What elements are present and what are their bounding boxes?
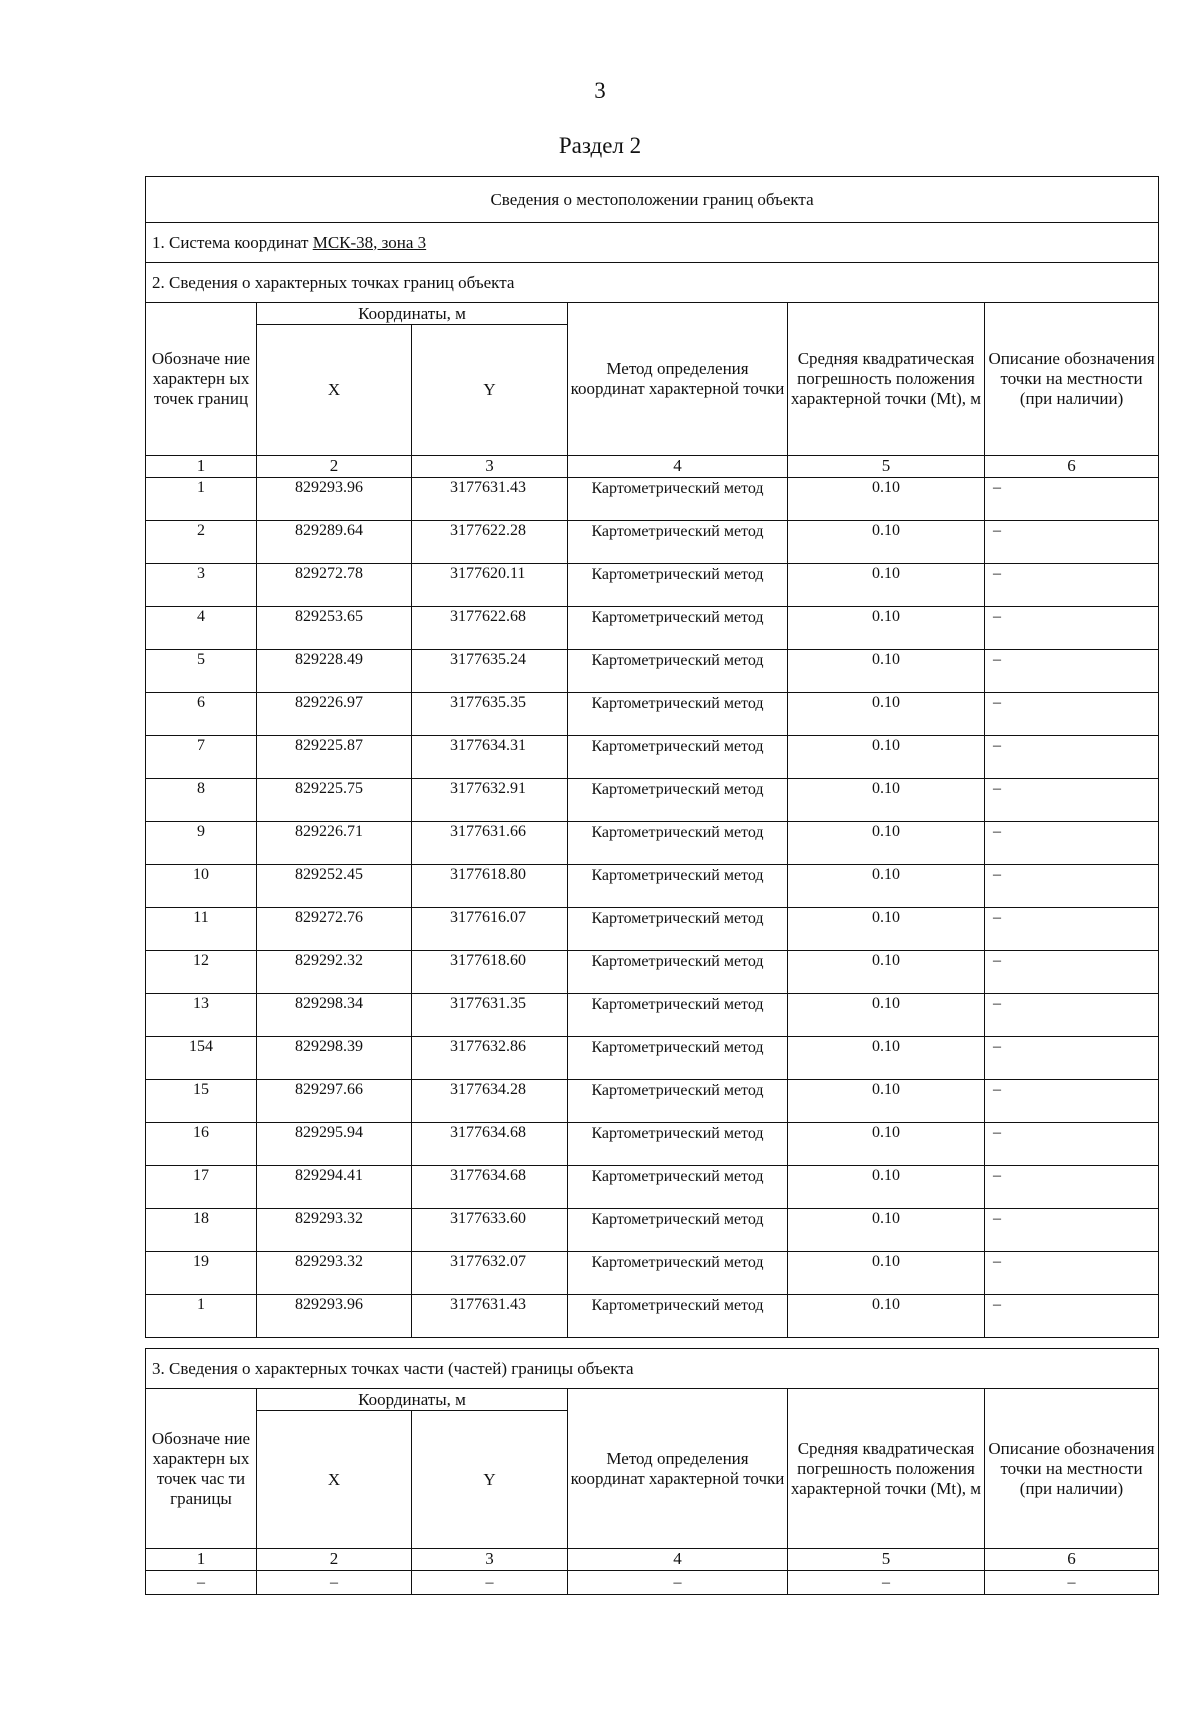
mean-error-cell: 0.10 xyxy=(788,951,985,994)
table-row xyxy=(146,1295,1159,1338)
empty-cell: – xyxy=(568,1571,788,1595)
column-number: 4 xyxy=(568,1549,788,1571)
description-cell: – xyxy=(985,1295,1159,1338)
table-row xyxy=(146,951,1159,994)
table-row xyxy=(146,736,1159,779)
header-designation: Обозначе ние характерн ых точек границ xyxy=(146,303,257,456)
y-coordinate-cell: 3177631.43 xyxy=(412,1295,568,1338)
y-coordinate-cell: 3177618.80 xyxy=(412,865,568,908)
method-cell: Картометрический метод xyxy=(568,1123,788,1166)
mean-error-cell: 0.10 xyxy=(788,779,985,822)
description-cell: – xyxy=(985,736,1159,779)
method-cell: Картометрический метод xyxy=(568,865,788,908)
point-number-cell: 18 xyxy=(146,1209,257,1252)
y-coordinate-cell: 3177632.07 xyxy=(412,1252,568,1295)
x-coordinate-cell: 829289.64 xyxy=(257,521,412,564)
x-coordinate-cell: 829226.97 xyxy=(257,693,412,736)
column-number: 6 xyxy=(985,456,1159,478)
description-cell: – xyxy=(985,908,1159,951)
y-coordinate-cell: 3177634.31 xyxy=(412,736,568,779)
table-row xyxy=(146,478,1159,521)
x-coordinate-cell: 829298.39 xyxy=(257,1037,412,1080)
description-cell: – xyxy=(985,1123,1159,1166)
mean-error-cell: 0.10 xyxy=(788,736,985,779)
coordinate-system xyxy=(146,223,1159,263)
description-cell: – xyxy=(985,607,1159,650)
y-coordinate-cell: 3177632.86 xyxy=(412,1037,568,1080)
method-cell: Картометрический метод xyxy=(568,779,788,822)
point-number-cell: 12 xyxy=(146,951,257,994)
y-coordinate-cell: 3177622.68 xyxy=(412,607,568,650)
table-row xyxy=(146,650,1159,693)
x-coordinate-cell: 829293.32 xyxy=(257,1209,412,1252)
column-number: 3 xyxy=(412,456,568,478)
part-header-designation: Обозначе ние характерн ых точек час ти границы xyxy=(146,1389,257,1549)
description-cell: – xyxy=(985,478,1159,521)
mean-error-cell: 0.10 xyxy=(788,1295,985,1338)
description-cell: – xyxy=(985,1166,1159,1209)
y-coordinate-cell: 3177631.66 xyxy=(412,822,568,865)
mean-error-cell: 0.10 xyxy=(788,822,985,865)
description-cell: – xyxy=(985,951,1159,994)
description-cell: – xyxy=(985,1252,1159,1295)
x-coordinate-cell: 829225.75 xyxy=(257,779,412,822)
point-number-cell: 15 xyxy=(146,1080,257,1123)
method-cell: Картометрический метод xyxy=(568,1295,788,1338)
header-method: Метод определения координат характерной точки xyxy=(568,303,788,456)
y-coordinate-cell: 3177634.28 xyxy=(412,1080,568,1123)
description-cell: – xyxy=(985,564,1159,607)
part-column-numbers-row xyxy=(146,1549,1159,1571)
point-number-cell: 2 xyxy=(146,521,257,564)
method-cell: Картометрический метод xyxy=(568,1209,788,1252)
part-boundary-table xyxy=(145,1348,1159,1595)
column-number: 6 xyxy=(985,1549,1159,1571)
table-row xyxy=(146,693,1159,736)
point-number-cell: 3 xyxy=(146,564,257,607)
x-coordinate-cell: 829293.32 xyxy=(257,1252,412,1295)
y-coordinate-cell: 3177633.60 xyxy=(412,1209,568,1252)
part-header-x: X xyxy=(257,1411,412,1549)
description-cell: – xyxy=(985,693,1159,736)
x-coordinate-cell: 829253.65 xyxy=(257,607,412,650)
section-title: Раздел 2 xyxy=(558,133,642,158)
description-cell: – xyxy=(985,865,1159,908)
boundary-table xyxy=(145,176,1159,1338)
x-coordinate-cell: 829297.66 xyxy=(257,1080,412,1123)
method-cell: Картометрический метод xyxy=(568,908,788,951)
header-coordinates: Координаты, м xyxy=(257,303,568,325)
point-number-cell: 16 xyxy=(146,1123,257,1166)
y-coordinate-cell: 3177635.35 xyxy=(412,693,568,736)
x-coordinate-cell: 829228.49 xyxy=(257,650,412,693)
empty-cell: – xyxy=(985,1571,1159,1595)
table-row xyxy=(146,865,1159,908)
method-cell: Картометрический метод xyxy=(568,1166,788,1209)
part-header-description: Описание обозначения точки на местности (при наличии) xyxy=(985,1389,1159,1549)
x-coordinate-cell: 829293.96 xyxy=(257,478,412,521)
point-number-cell: 10 xyxy=(146,865,257,908)
empty-cell: – xyxy=(257,1571,412,1595)
part-header-method: Метод определения координат характерной точки xyxy=(568,1389,788,1549)
point-number-cell: 17 xyxy=(146,1166,257,1209)
description-cell: – xyxy=(985,521,1159,564)
method-cell: Картометрический метод xyxy=(568,822,788,865)
method-cell: Картометрический метод xyxy=(568,650,788,693)
description-cell: – xyxy=(985,650,1159,693)
page-number: 3 xyxy=(594,78,606,103)
mean-error-cell: 0.10 xyxy=(788,1037,985,1080)
point-number-cell: 8 xyxy=(146,779,257,822)
description-cell: – xyxy=(985,822,1159,865)
point-number-cell: 1 xyxy=(146,1295,257,1338)
mean-error-cell: 0.10 xyxy=(788,1080,985,1123)
x-coordinate-cell: 829225.87 xyxy=(257,736,412,779)
header-description: Описание обозначения точки на местности (при наличии) xyxy=(985,303,1159,456)
y-coordinate-cell: 3177634.68 xyxy=(412,1123,568,1166)
method-cell: Картометрический метод xyxy=(568,521,788,564)
table-row xyxy=(146,1123,1159,1166)
mean-error-cell: 0.10 xyxy=(788,1209,985,1252)
mean-error-cell: 0.10 xyxy=(788,521,985,564)
y-coordinate-cell: 3177632.91 xyxy=(412,779,568,822)
point-number-cell: 11 xyxy=(146,908,257,951)
part-header-y: Y xyxy=(412,1411,568,1549)
table-row xyxy=(146,1166,1159,1209)
table-row xyxy=(146,521,1159,564)
point-number-cell: 5 xyxy=(146,650,257,693)
method-cell: Картометрический метод xyxy=(568,951,788,994)
column-number: 2 xyxy=(257,456,412,478)
table-title: Сведения о местоположении границ объекта xyxy=(146,177,1159,223)
point-number-cell: 7 xyxy=(146,736,257,779)
table-row xyxy=(146,908,1159,951)
table-row xyxy=(146,564,1159,607)
method-cell: Картометрический метод xyxy=(568,1037,788,1080)
y-coordinate-cell: 3177635.24 xyxy=(412,650,568,693)
column-numbers-row xyxy=(146,456,1159,478)
mean-error-cell: 0.10 xyxy=(788,650,985,693)
mean-error-cell: 0.10 xyxy=(788,865,985,908)
description-cell: – xyxy=(985,779,1159,822)
y-coordinate-cell: 3177631.43 xyxy=(412,478,568,521)
point-number-cell: 19 xyxy=(146,1252,257,1295)
point-number-cell: 6 xyxy=(146,693,257,736)
x-coordinate-cell: 829295.94 xyxy=(257,1123,412,1166)
x-coordinate-cell: 829252.45 xyxy=(257,865,412,908)
header-y: Y xyxy=(412,325,568,456)
mean-error-cell: 0.10 xyxy=(788,1166,985,1209)
x-coordinate-cell: 829226.71 xyxy=(257,822,412,865)
table-row xyxy=(146,779,1159,822)
table-row xyxy=(146,994,1159,1037)
column-number: 2 xyxy=(257,1549,412,1571)
coordinate-system-label: 1. Система координат xyxy=(152,232,313,252)
x-coordinate-cell: 829272.78 xyxy=(257,564,412,607)
coordinate-system-value: МСК-38, зона 3 xyxy=(312,232,427,252)
mean-error-cell: 0.10 xyxy=(788,693,985,736)
header-error: Средняя квадратическая погрешность положения характерной точки (Mt), м xyxy=(788,303,985,456)
y-coordinate-cell: 3177620.11 xyxy=(412,564,568,607)
method-cell: Картометрический метод xyxy=(568,994,788,1037)
table-row xyxy=(146,1252,1159,1295)
x-coordinate-cell: 829292.32 xyxy=(257,951,412,994)
description-cell: – xyxy=(985,1037,1159,1080)
y-coordinate-cell: 3177634.68 xyxy=(412,1166,568,1209)
y-coordinate-cell: 3177616.07 xyxy=(412,908,568,951)
point-number-cell: 9 xyxy=(146,822,257,865)
part-header-error: Средняя квадратическая погрешность положения характерной точки (Mt), м xyxy=(788,1389,985,1549)
table-row xyxy=(146,1209,1159,1252)
column-number: 3 xyxy=(412,1549,568,1571)
mean-error-cell: 0.10 xyxy=(788,1252,985,1295)
empty-cell: – xyxy=(146,1571,257,1595)
part-header-coordinates: Координаты, м xyxy=(257,1389,568,1411)
x-coordinate-cell: 829298.34 xyxy=(257,994,412,1037)
mean-error-cell: 0.10 xyxy=(788,478,985,521)
point-number-cell: 13 xyxy=(146,994,257,1037)
x-coordinate-cell: 829294.41 xyxy=(257,1166,412,1209)
mean-error-cell: 0.10 xyxy=(788,908,985,951)
points-heading: 2. Сведения о характерных точках границ объекта xyxy=(146,263,1159,303)
empty-cell: – xyxy=(412,1571,568,1595)
table-row xyxy=(146,607,1159,650)
x-coordinate-cell: 829293.96 xyxy=(257,1295,412,1338)
point-number-cell: 4 xyxy=(146,607,257,650)
point-number-cell: 1 xyxy=(146,478,257,521)
column-number: 5 xyxy=(788,456,985,478)
method-cell: Картометрический метод xyxy=(568,478,788,521)
method-cell: Картометрический метод xyxy=(568,693,788,736)
y-coordinate-cell: 3177622.28 xyxy=(412,521,568,564)
description-cell: – xyxy=(985,1080,1159,1123)
column-number: 4 xyxy=(568,456,788,478)
column-number: 1 xyxy=(146,1549,257,1571)
description-cell: – xyxy=(985,1209,1159,1252)
part-heading: 3. Сведения о характерных точках части (частей) границы объекта xyxy=(146,1349,1159,1389)
table-row xyxy=(146,1080,1159,1123)
mean-error-cell: 0.10 xyxy=(788,607,985,650)
column-number: 1 xyxy=(146,456,257,478)
header-x: X xyxy=(257,325,412,456)
y-coordinate-cell: 3177631.35 xyxy=(412,994,568,1037)
table-row xyxy=(146,1037,1159,1080)
method-cell: Картометрический метод xyxy=(568,736,788,779)
mean-error-cell: 0.10 xyxy=(788,1123,985,1166)
y-coordinate-cell: 3177618.60 xyxy=(412,951,568,994)
mean-error-cell: 0.10 xyxy=(788,564,985,607)
description-cell: – xyxy=(985,994,1159,1037)
mean-error-cell: 0.10 xyxy=(788,994,985,1037)
part-empty-row xyxy=(146,1571,1159,1595)
x-coordinate-cell: 829272.76 xyxy=(257,908,412,951)
method-cell: Картометрический метод xyxy=(568,607,788,650)
method-cell: Картометрический метод xyxy=(568,1252,788,1295)
empty-cell: – xyxy=(788,1571,985,1595)
point-number-cell: 154 xyxy=(146,1037,257,1080)
table-row xyxy=(146,822,1159,865)
column-number: 5 xyxy=(788,1549,985,1571)
method-cell: Картометрический метод xyxy=(568,564,788,607)
method-cell: Картометрический метод xyxy=(568,1080,788,1123)
